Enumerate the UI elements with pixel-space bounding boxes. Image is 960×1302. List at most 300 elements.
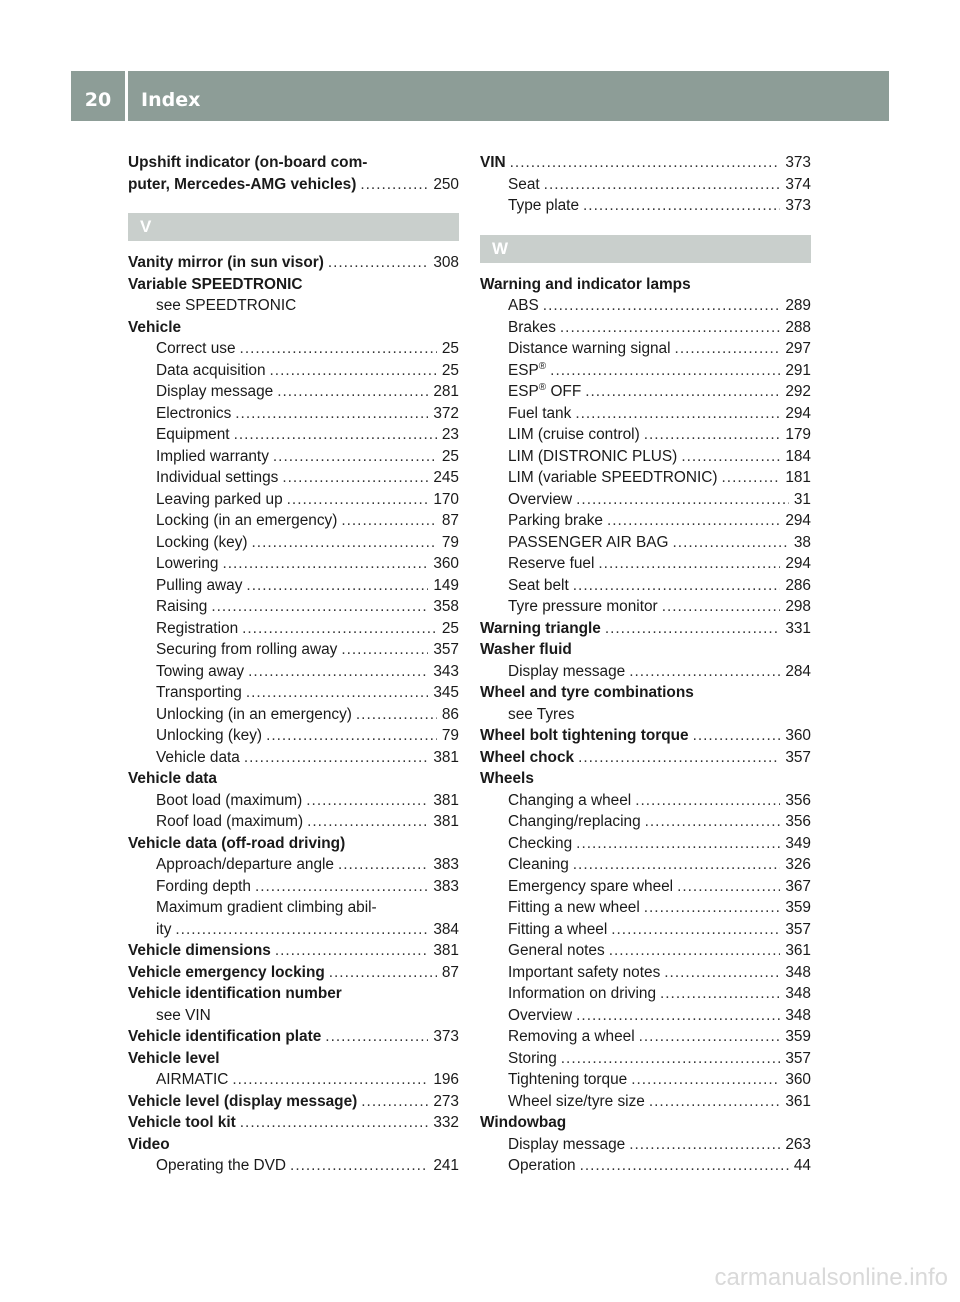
entry-label: Video (128, 1135, 170, 1153)
page-reference: 25 (441, 619, 459, 637)
page-reference: 245 (433, 469, 459, 486)
leader-dots (644, 424, 781, 446)
entry-label: ESP® OFF (508, 381, 582, 400)
entry-label: Fording depth (156, 877, 251, 895)
page-reference: 87 (441, 963, 459, 981)
index-entry (480, 725, 811, 747)
page-reference: 25 (441, 340, 459, 357)
page-reference: 345 (433, 684, 459, 701)
index-subentry (128, 446, 459, 468)
index-subentry (128, 661, 459, 683)
index-subentry (128, 467, 459, 489)
index-subentry (128, 489, 459, 511)
watermark: carmanualsonline.info (714, 1264, 948, 1291)
entry-label: Warning triangle (480, 619, 601, 637)
page-reference: 360 (785, 727, 811, 744)
index-subentry (480, 661, 811, 683)
page-reference: 86 (441, 705, 459, 723)
page-reference: 294 (785, 404, 811, 422)
leader-dots (629, 1134, 780, 1156)
index-subentry (480, 532, 811, 554)
entry-label: Transporting (156, 684, 242, 701)
entry-label: Roof load (maximum) (156, 813, 304, 830)
entry-label: see VIN (156, 1006, 211, 1024)
index-subentry (128, 1069, 459, 1091)
page-reference: 196 (433, 1071, 459, 1088)
page-reference: 294 (785, 555, 811, 572)
index-letter-heading: W (480, 235, 811, 263)
entry-label: Operation (508, 1157, 576, 1174)
page-reference: 149 (433, 576, 459, 594)
leader-dots (585, 381, 780, 403)
index-subentry (480, 403, 811, 425)
index-subentry (480, 575, 811, 597)
entry-label: Fitting a new wheel (508, 899, 640, 916)
entry-label: Reserve fuel (508, 555, 595, 572)
page-reference: 381 (433, 813, 459, 830)
index-entry (480, 682, 811, 704)
page-number: 20 (84, 89, 112, 111)
entry-label: see SPEEDTRONIC (156, 297, 297, 314)
index-entry (128, 833, 459, 855)
leader-dots (660, 983, 780, 1005)
leader-dots (693, 725, 781, 747)
page-reference: 288 (785, 318, 811, 336)
index-subentry (480, 174, 811, 196)
page-reference: 356 (785, 813, 811, 830)
page-reference: 357 (785, 920, 811, 938)
index-entry (128, 962, 459, 984)
index-subentry (480, 381, 811, 403)
page-reference: 367 (785, 877, 811, 895)
page-reference: 289 (785, 297, 811, 314)
entry-label: Parking brake (508, 512, 603, 529)
leader-dots (583, 195, 780, 217)
leader-dots (242, 618, 437, 640)
entry-label: Wheel size/tyre size (508, 1092, 645, 1110)
entry-label: Wheel and tyre combinations (480, 684, 694, 701)
leader-dots (244, 747, 428, 769)
entry-label: Display message (508, 662, 626, 680)
leader-dots (681, 446, 780, 468)
index-subentry (480, 338, 811, 360)
entry-label: Important safety notes (508, 963, 661, 981)
entry-label: AIRMATIC (156, 1071, 229, 1088)
leader-dots (573, 854, 781, 876)
leader-dots (341, 639, 428, 661)
entry-label: Unlocking (key) (156, 727, 263, 744)
index-subentry (480, 553, 811, 575)
page-reference: 383 (433, 877, 459, 895)
page-reference: 373 (785, 197, 811, 214)
leader-dots (338, 854, 428, 876)
page-reference: 326 (785, 856, 811, 873)
page-reference: 373 (433, 1028, 459, 1045)
page-reference: 281 (433, 383, 459, 400)
index-subentry (480, 876, 811, 898)
entry-label: Fitting a wheel (508, 920, 608, 938)
leader-dots (325, 1026, 428, 1048)
page-reference: 179 (785, 426, 811, 443)
leader-dots (664, 962, 780, 984)
index-subentry (480, 983, 811, 1005)
page-reference: 381 (433, 748, 459, 766)
index-subentry (480, 1005, 811, 1027)
page-reference: 25 (441, 447, 459, 465)
index-column-right (480, 152, 811, 1177)
entry-label: Towing away (156, 662, 245, 680)
leader-dots (662, 596, 781, 618)
page-reference: 384 (433, 920, 459, 938)
entry-label: Overview (508, 1006, 573, 1024)
leader-dots (575, 403, 780, 425)
entry-label: Type plate (508, 197, 580, 214)
page-reference: 273 (433, 1092, 459, 1110)
entry-label: Tightening torque (508, 1071, 628, 1088)
page-reference: 331 (785, 619, 811, 637)
entry-label: puter, Mercedes-AMG vehicles) (128, 175, 357, 193)
index-entry (128, 1026, 459, 1048)
leader-dots (675, 338, 781, 360)
entry-label: Changing a wheel (508, 791, 632, 809)
leader-dots (222, 553, 428, 575)
leader-dots (611, 919, 780, 941)
entry-label: Electronics (156, 404, 232, 422)
index-subentry (128, 790, 459, 812)
page-reference: 361 (785, 1092, 811, 1110)
entry-label: ESP® (508, 360, 547, 379)
leader-dots (287, 489, 429, 511)
entry-label: Individual settings (156, 469, 279, 486)
entry-label: Emergency spare wheel (508, 877, 674, 895)
index-entry (480, 768, 811, 790)
leader-dots (273, 446, 437, 468)
page-reference: 38 (793, 533, 811, 551)
entry-label: Raising (156, 598, 208, 615)
index-subentry (480, 467, 811, 489)
entry-label: Washer fluid (480, 641, 572, 658)
entry-label: Vehicle emergency locking (128, 963, 325, 981)
leader-dots (649, 1091, 780, 1113)
index-entry (128, 1091, 459, 1113)
index-subentry (480, 940, 811, 962)
leader-dots (576, 1005, 780, 1027)
page-reference: 348 (785, 985, 811, 1002)
entry-label: Information on driving (508, 985, 656, 1002)
leader-dots (631, 1069, 780, 1091)
index-entry (128, 174, 459, 196)
entry-label: Display message (156, 383, 274, 400)
index-subentry (128, 338, 459, 360)
page-reference: 383 (433, 856, 459, 873)
page-reference: 358 (433, 598, 459, 615)
index-subentry (128, 897, 459, 919)
page-reference: 348 (785, 963, 811, 981)
page-reference: 356 (785, 791, 811, 809)
index-subentry (128, 553, 459, 575)
index-subentry (480, 446, 811, 468)
entry-label: Variable SPEEDTRONIC (128, 275, 303, 293)
entry-label: Changing/replacing (508, 813, 641, 830)
index-entry (128, 317, 459, 339)
index-entry (128, 1134, 459, 1156)
index-subentry (128, 381, 459, 403)
index-subentry (480, 596, 811, 618)
leader-dots (282, 467, 428, 489)
index-entry (128, 768, 459, 790)
entry-label: Display message (508, 1135, 626, 1153)
entry-label: LIM (variable SPEEDTRONIC) (508, 469, 718, 486)
entry-label: Locking (key) (156, 533, 248, 551)
page-reference: 372 (433, 404, 459, 422)
leader-dots (561, 1048, 781, 1070)
page-reference: 349 (785, 834, 811, 852)
leader-dots (722, 467, 781, 489)
leader-dots (673, 532, 789, 554)
entry-label: Removing a wheel (508, 1028, 635, 1045)
entry-label: Upshift indicator (on-board com- (128, 154, 368, 171)
index-subentry (480, 1091, 811, 1113)
entry-label: PASSENGER AIR BAG (508, 533, 669, 551)
leader-dots (360, 174, 428, 196)
page-reference: 250 (433, 175, 459, 193)
leader-dots (605, 618, 780, 640)
index-subentry (480, 704, 811, 726)
entry-label: Unlocking (in an emergency) (156, 705, 352, 723)
index-subentry (480, 919, 811, 941)
leader-dots (306, 790, 428, 812)
page-reference: 184 (785, 447, 811, 465)
leader-dots (240, 1112, 429, 1134)
entry-label: Vehicle dimensions (128, 942, 271, 959)
entry-label: ABS (508, 297, 539, 314)
leader-dots (255, 876, 428, 898)
leader-dots (252, 532, 437, 554)
entry-label: Maximum gradient climbing abil- (156, 899, 377, 916)
page-reference: 381 (433, 791, 459, 809)
leader-dots (266, 725, 437, 747)
index-subentry (128, 854, 459, 876)
entry-label: LIM (DISTRONIC PLUS) (508, 447, 678, 465)
leader-dots (550, 360, 780, 382)
entry-label: Fuel tank (508, 404, 572, 422)
page-reference: 360 (785, 1071, 811, 1088)
index-column-left (128, 152, 459, 1177)
index-subentry (480, 790, 811, 812)
entry-label: Seat belt (508, 576, 569, 594)
page-reference: 361 (785, 942, 811, 959)
index-subentry (128, 1155, 459, 1177)
leader-dots (598, 553, 780, 575)
page-reference: 294 (785, 512, 811, 529)
page-reference: 79 (441, 727, 459, 744)
index-subentry (480, 195, 811, 217)
leader-dots (573, 575, 781, 597)
leader-dots (510, 152, 781, 174)
entry-label: Vehicle tool kit (128, 1114, 236, 1131)
leader-dots (677, 876, 780, 898)
entry-label: Registration (156, 619, 239, 637)
index-subentry (480, 1026, 811, 1048)
page-reference: 359 (785, 1028, 811, 1045)
leader-dots (609, 940, 781, 962)
index-subentry (480, 360, 811, 382)
entry-label: Vehicle data (128, 770, 217, 787)
page-reference: 31 (793, 490, 811, 508)
index-subentry (480, 1155, 811, 1177)
leader-dots (580, 1155, 789, 1177)
page-reference: 25 (441, 361, 459, 379)
page-reference: 357 (785, 748, 811, 766)
index-entry (480, 1112, 811, 1134)
registered-mark: ® (538, 360, 547, 372)
leader-dots (246, 575, 428, 597)
index-entry (128, 983, 459, 1005)
header-divider (125, 71, 128, 121)
leader-dots (645, 811, 781, 833)
entry-label: Vehicle identification number (128, 985, 342, 1002)
entry-label: Lowering (156, 555, 219, 572)
page-reference: 170 (433, 490, 459, 508)
index-entry (128, 152, 459, 174)
registered-mark: ® (538, 381, 547, 393)
index-subentry (128, 532, 459, 554)
entry-label: Vehicle level (display message) (128, 1092, 358, 1110)
entry-label: Warning and indicator lamps (480, 275, 691, 293)
index-entry (128, 1112, 459, 1134)
index-entry (128, 1048, 459, 1070)
index-subentry (128, 596, 459, 618)
entry-label: Wheel chock (480, 748, 575, 766)
page-reference: 298 (785, 598, 811, 615)
index-entry (128, 940, 459, 962)
index-subentry (128, 1005, 459, 1027)
leader-dots (635, 790, 780, 812)
leader-dots (629, 661, 780, 683)
page-reference: 381 (433, 942, 459, 959)
index-subentry (480, 1134, 811, 1156)
leader-dots (175, 919, 428, 941)
index-subentry (480, 1048, 811, 1070)
index-subentry (480, 833, 811, 855)
leader-dots (341, 510, 437, 532)
index-subentry (480, 510, 811, 532)
entry-label: Vehicle data (off-road driving) (128, 834, 346, 852)
leader-dots (644, 897, 781, 919)
entry-label: Data acquisition (156, 361, 266, 379)
page-reference: 357 (785, 1049, 811, 1067)
entry-label: Tyre pressure monitor (508, 598, 658, 615)
page-reference: 44 (793, 1157, 811, 1174)
leader-dots (578, 747, 780, 769)
index-subentry (128, 575, 459, 597)
leader-dots (607, 510, 780, 532)
entry-label: Vanity mirror (in sun visor) (128, 254, 324, 271)
leader-dots (544, 174, 781, 196)
page-reference: 373 (785, 154, 811, 171)
page-reference: 284 (785, 662, 811, 680)
page-reference: 343 (433, 662, 459, 680)
leader-dots (639, 1026, 781, 1048)
leader-dots (560, 317, 780, 339)
leader-dots (543, 295, 781, 317)
leader-dots (270, 360, 437, 382)
index-subentry (128, 639, 459, 661)
page-reference: 263 (785, 1135, 811, 1153)
leader-dots (356, 704, 437, 726)
page-reference: 359 (785, 899, 811, 916)
page-reference: 374 (785, 175, 811, 193)
index-subentry (480, 811, 811, 833)
index-subentry (128, 704, 459, 726)
index-entry (480, 639, 811, 661)
entry-label: Vehicle identification plate (128, 1028, 322, 1045)
index-subentry (128, 424, 459, 446)
page-reference: 292 (785, 383, 811, 400)
leader-dots (329, 962, 437, 984)
entry-label: Leaving parked up (156, 490, 283, 508)
entry-label: Operating the DVD (156, 1157, 287, 1174)
entry-label: Cleaning (508, 856, 569, 873)
index-entry (480, 618, 811, 640)
page-reference: 286 (785, 576, 811, 594)
page-reference: 332 (433, 1114, 459, 1131)
index-subentry (128, 360, 459, 382)
page-reference: 23 (441, 426, 459, 443)
entry-label: Wheel bolt tightening torque (480, 727, 689, 744)
entry-label: Pulling away (156, 576, 243, 594)
entry-label: Equipment (156, 426, 230, 443)
leader-dots (234, 424, 437, 446)
index-subentry (128, 876, 459, 898)
index-subentry (480, 854, 811, 876)
index-subentry (128, 747, 459, 769)
page-reference: 241 (433, 1157, 459, 1174)
entry-label: Vehicle (128, 318, 182, 336)
entry-label: Locking (in an emergency) (156, 512, 338, 529)
entry-label: LIM (cruise control) (508, 426, 640, 443)
page-reference: 360 (433, 555, 459, 572)
leader-dots (235, 403, 428, 425)
leader-dots (290, 1155, 428, 1177)
index-subentry (128, 510, 459, 532)
page-header (71, 71, 889, 121)
index-subentry (480, 295, 811, 317)
page-reference: 357 (433, 641, 459, 658)
entry-label: VIN (480, 154, 506, 171)
index-entry (128, 252, 459, 274)
leader-dots (240, 338, 437, 360)
page-reference: 297 (785, 340, 811, 357)
page-reference: 79 (441, 533, 459, 551)
leader-dots (246, 682, 428, 704)
entry-label: Storing (508, 1049, 557, 1067)
entry-label: Implied warranty (156, 447, 269, 465)
index-subentry (480, 424, 811, 446)
entry-label: see Tyres (508, 705, 575, 723)
index-entry (480, 152, 811, 174)
index-subentry (128, 403, 459, 425)
entry-label: Overview (508, 490, 573, 508)
entry-label: Brakes (508, 318, 556, 336)
index-subentry (480, 962, 811, 984)
index-subentry (128, 725, 459, 747)
index-subentry (128, 295, 459, 317)
entry-label: Approach/departure angle (156, 856, 334, 873)
leader-dots (248, 661, 428, 683)
index-subentry (480, 489, 811, 511)
entry-label: Correct use (156, 340, 236, 357)
